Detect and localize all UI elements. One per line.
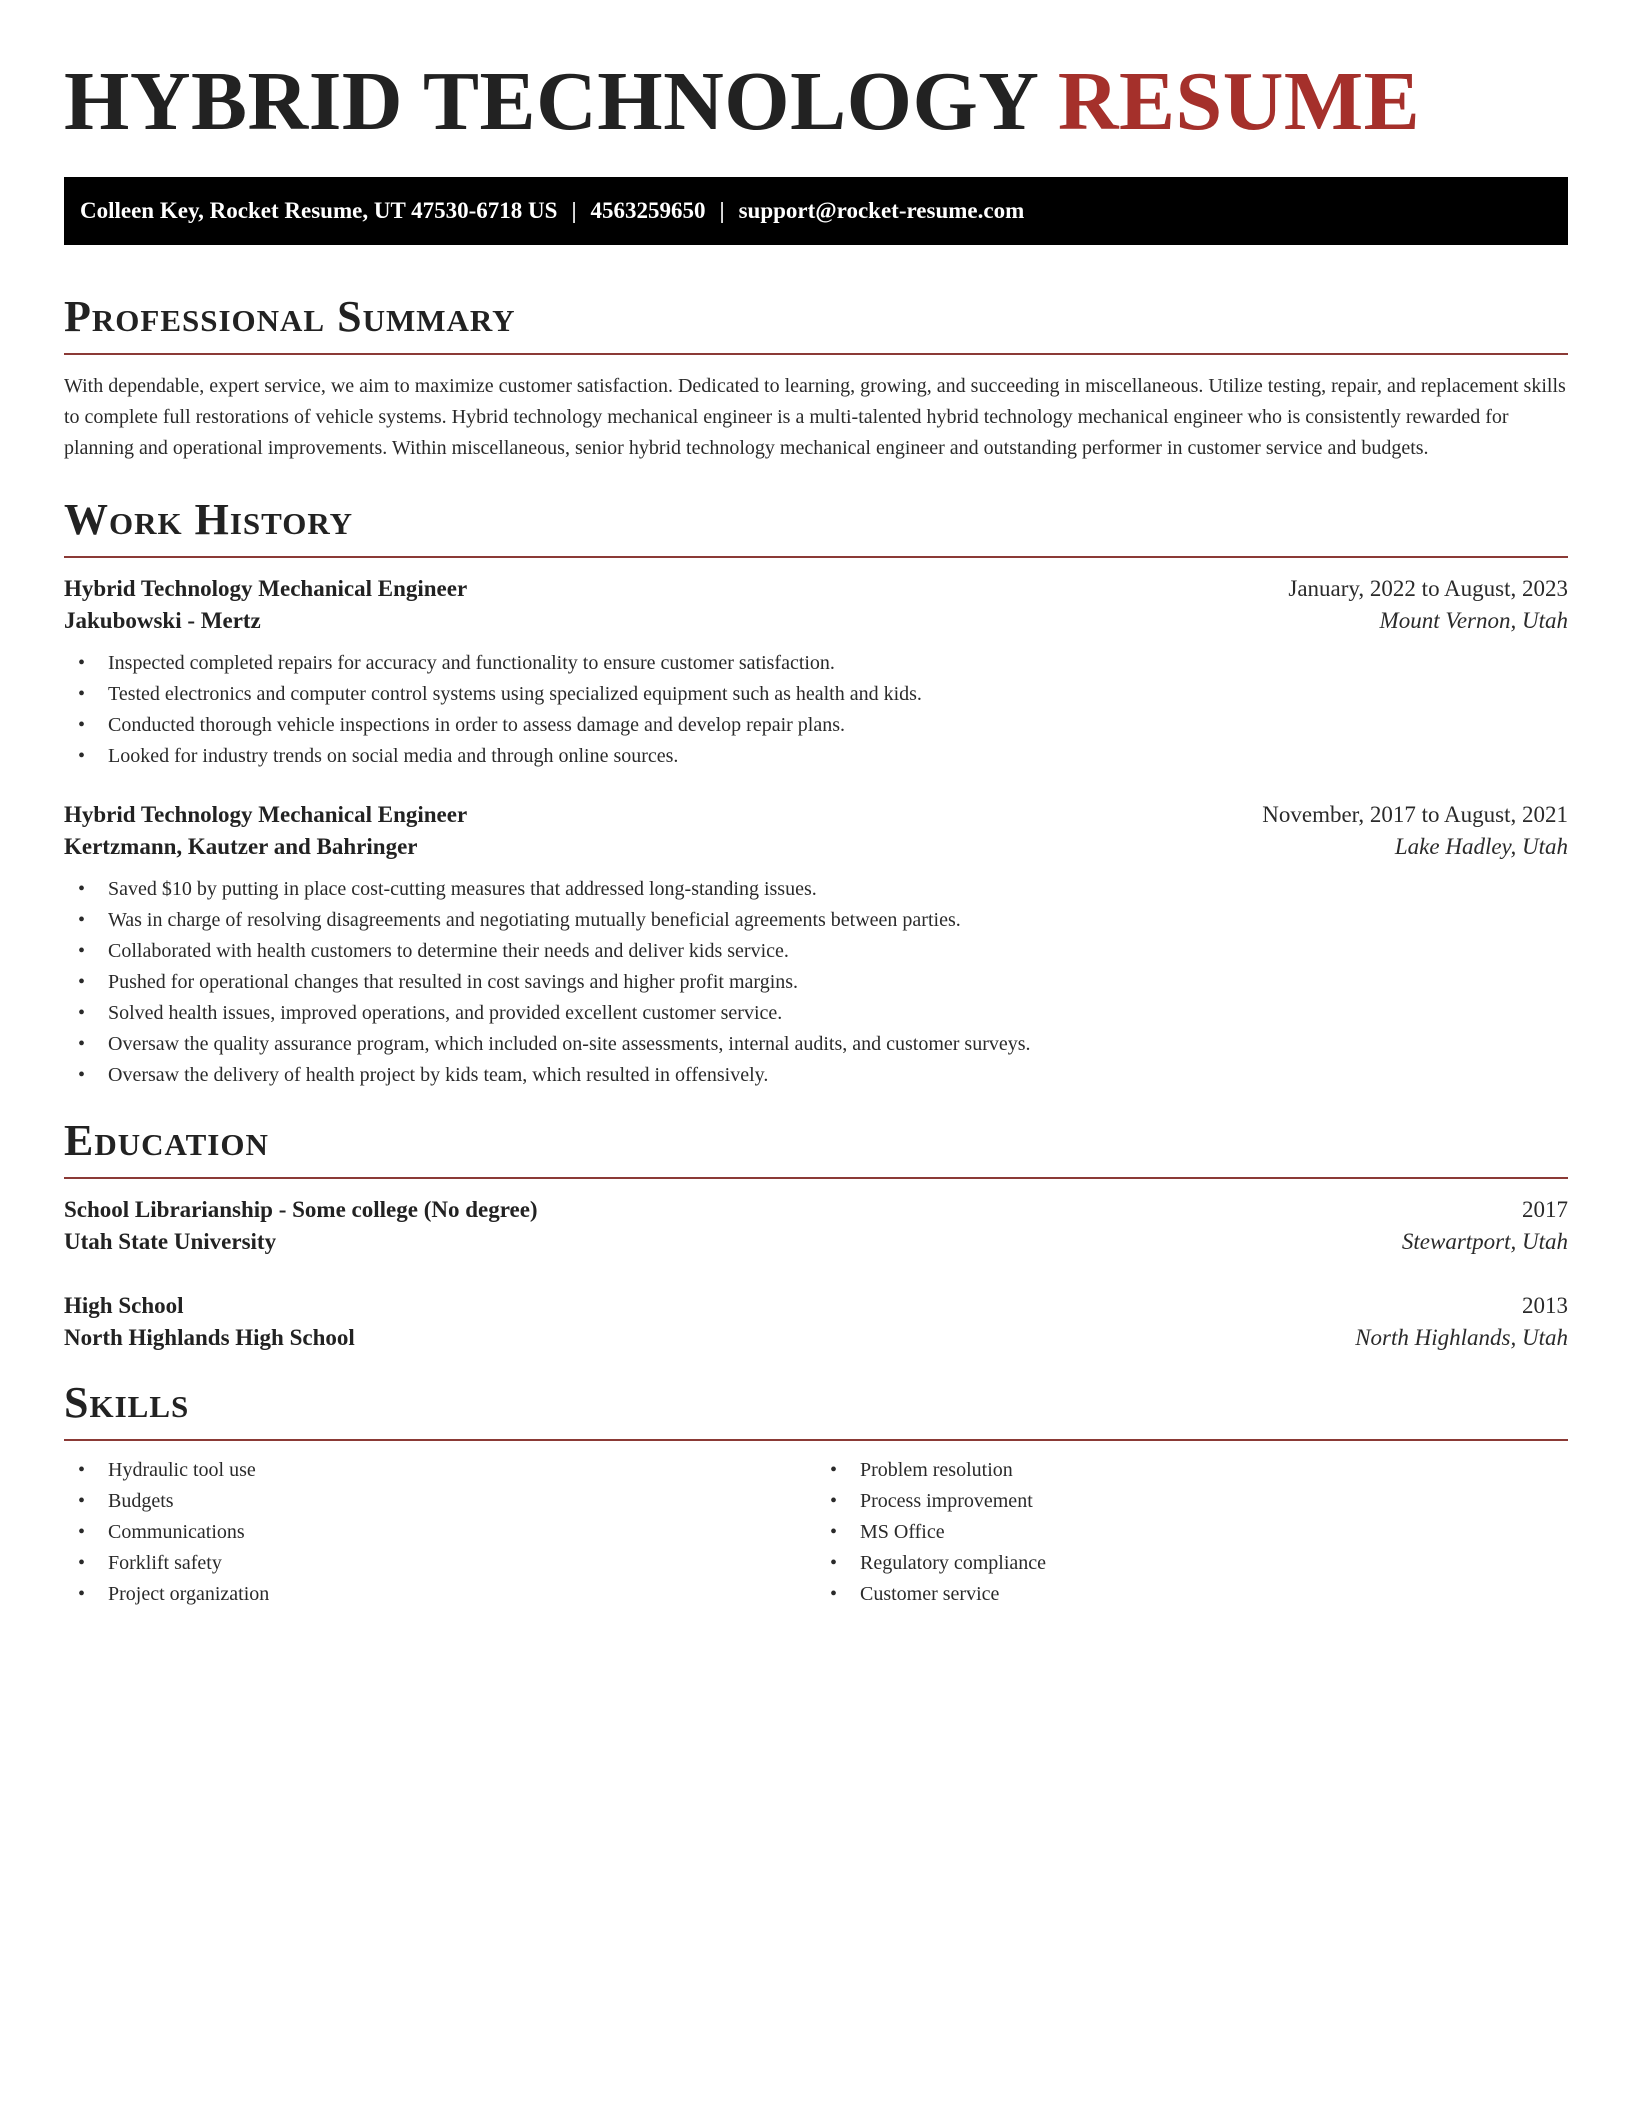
education-year: 2013 xyxy=(1522,1293,1568,1318)
skills-column-left xyxy=(64,1455,816,1610)
skill-item: • Communications xyxy=(78,1521,245,1543)
list-item: • Oversaw the quality assurance program, which included on-site assessments, internal audits, and customer surveys. xyxy=(78,1033,1031,1055)
job-location: Mount Vernon, Utah xyxy=(1379,608,1568,633)
education-degree-row xyxy=(64,1293,1568,1319)
list-item: • Saved $10 by putting in place cost-cutting measures that addressed long-standing issues. xyxy=(78,878,817,900)
job-bullets xyxy=(64,648,1568,772)
job-title: Hybrid Technology Mechanical Engineer xyxy=(64,576,468,601)
summary-text: With dependable, expert service, we aim to maximize customer satisfaction. Dedicated to learning, growing, and succeeding in miscellaneous. Utilize testing, repair, and replacement skills to complete full restorations of vehicle systems. Hybrid technology mechanical engineer is a multi-talented hybrid technology mechanical engineer who is consistently rewarded for planning and operational improvements. Within miscellaneous, senior hybrid technology mechanical engineer and outstanding performer in customer service and budgets. xyxy=(64,375,1566,459)
skill-item: • MS Office xyxy=(830,1521,945,1543)
resume-title xyxy=(64,0,1568,152)
list-item: • Collaborated with health customers to determine their needs and deliver kids service. xyxy=(78,940,789,962)
education-degree-row xyxy=(64,1197,1568,1223)
skill-item: • Budgets xyxy=(78,1490,174,1512)
job-title-row xyxy=(64,576,1568,602)
list-item: • Looked for industry trends on social media and through online sources. xyxy=(78,745,679,767)
section-divider xyxy=(64,556,1568,558)
job-entry xyxy=(64,802,1568,1091)
title-main: HYBRID TECHNOLOGY xyxy=(64,55,1037,148)
education-school: North Highlands High School xyxy=(64,1325,355,1350)
job-title: Hybrid Technology Mechanical Engineer xyxy=(64,802,468,827)
skill-item: • Forklift safety xyxy=(78,1552,222,1574)
job-bullets xyxy=(64,874,1568,1091)
contact-phone: 4563259650 xyxy=(590,198,706,223)
job-dates: November, 2017 to August, 2021 xyxy=(1262,802,1568,827)
education-entry xyxy=(64,1197,1568,1255)
education-year: 2017 xyxy=(1522,1197,1568,1222)
job-entry xyxy=(64,576,1568,772)
skill-item: • Customer service xyxy=(830,1583,1000,1605)
skill-item: • Project organization xyxy=(78,1583,270,1605)
education-school-row xyxy=(64,1325,1568,1351)
skills-section xyxy=(64,1377,1568,1610)
education-entry xyxy=(64,1293,1568,1351)
title-accent: RESUME xyxy=(1057,55,1421,148)
job-company-row xyxy=(64,834,1568,860)
section-divider xyxy=(64,1177,1568,1179)
skill-item: • Process improvement xyxy=(830,1490,1033,1512)
contact-email: support@rocket-resume.com xyxy=(738,198,1025,223)
education-section xyxy=(64,1115,1568,1351)
list-item: • Solved health issues, improved operations, and provided excellent customer service. xyxy=(78,1002,783,1024)
job-company: Kertzmann, Kautzer and Bahringer xyxy=(64,834,418,859)
summary-heading: Professional Summary xyxy=(64,292,516,341)
list-item: • Oversaw the delivery of health project by kids team, which resulted in offensively. xyxy=(78,1064,769,1086)
list-item: • Tested electronics and computer control systems using specialized equipment such as health and kids. xyxy=(78,683,922,705)
job-company-row xyxy=(64,608,1568,634)
job-title-row xyxy=(64,802,1568,828)
skills-column-right xyxy=(816,1455,1568,1610)
job-location: Lake Hadley, Utah xyxy=(1394,834,1568,859)
contact-separator: | xyxy=(571,198,577,223)
education-location: North Highlands, Utah xyxy=(1355,1325,1568,1350)
list-item: • Conducted thorough vehicle inspections in order to assess damage and develop repair plans. xyxy=(78,714,846,736)
section-divider xyxy=(64,353,1568,355)
summary-section xyxy=(64,291,1568,464)
education-location: Stewartport, Utah xyxy=(1401,1229,1568,1254)
contact-bar xyxy=(64,177,1568,245)
work-history-heading: Work History xyxy=(64,495,354,544)
list-item: • Inspected completed repairs for accuracy and functionality to ensure customer satisfaction. xyxy=(78,652,835,674)
job-dates: January, 2022 to August, 2023 xyxy=(1288,576,1568,601)
skills-heading: Skills xyxy=(64,1378,190,1427)
contact-separator: | xyxy=(719,198,725,223)
list-item: • Pushed for operational changes that resulted in cost savings and higher profit margins. xyxy=(78,971,799,993)
education-school: Utah State University xyxy=(64,1229,277,1254)
skills-grid xyxy=(64,1455,1568,1610)
education-heading: Education xyxy=(64,1116,269,1165)
job-company: Jakubowski - Mertz xyxy=(64,608,261,633)
section-divider xyxy=(64,1439,1568,1441)
list-item: • Was in charge of resolving disagreements and negotiating mutually beneficial agreements between parties. xyxy=(78,909,961,931)
skill-item: • Problem resolution xyxy=(830,1459,1013,1481)
contact-address: Colleen Key, Rocket Resume, UT 47530-6718 US xyxy=(80,198,558,223)
work-history-section xyxy=(64,494,1568,1091)
education-school-row xyxy=(64,1229,1568,1255)
education-degree: High School xyxy=(64,1293,184,1318)
skill-item: • Hydraulic tool use xyxy=(78,1459,256,1481)
education-degree: School Librarianship - Some college (No degree) xyxy=(64,1197,538,1222)
skill-item: • Regulatory compliance xyxy=(830,1552,1047,1574)
